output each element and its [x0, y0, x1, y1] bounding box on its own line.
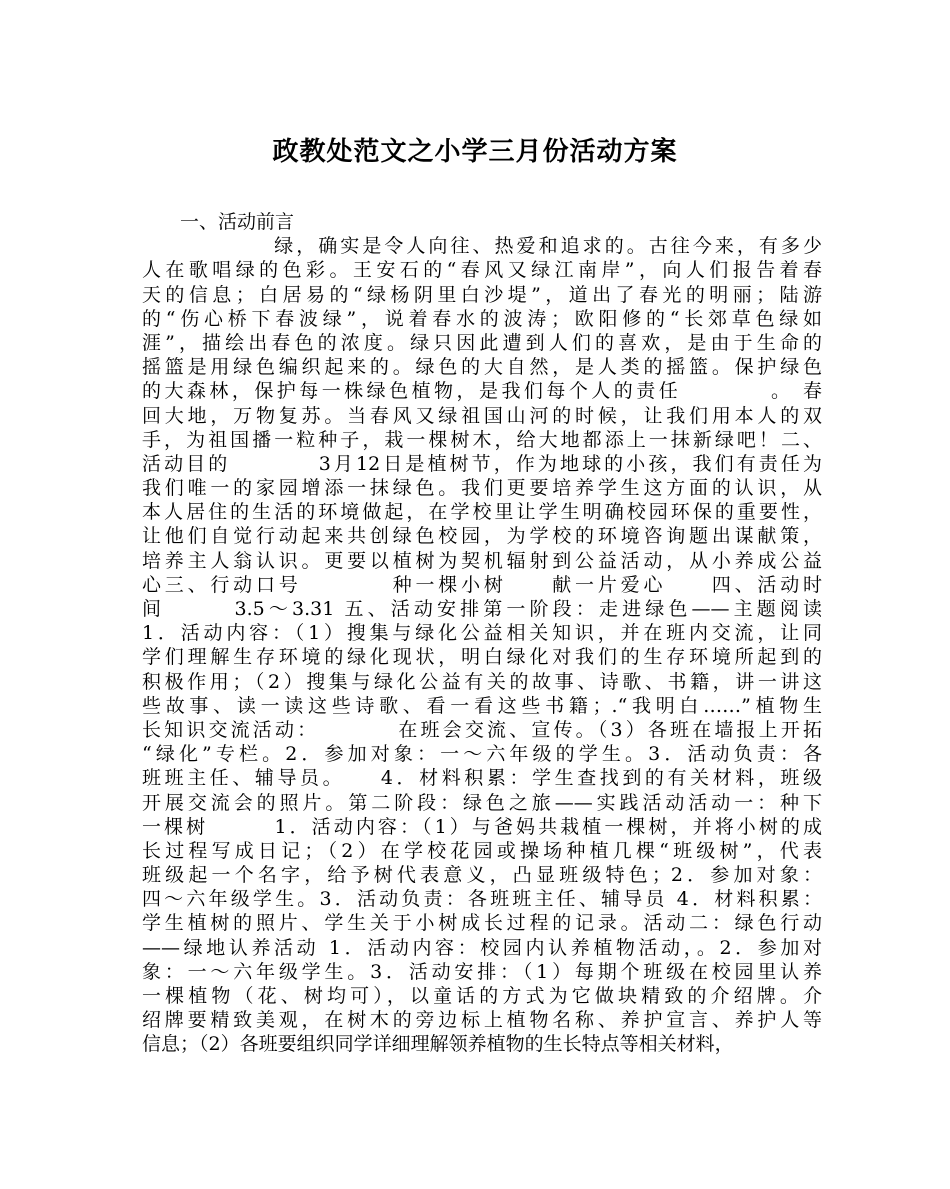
document-body — [142, 210, 822, 1057]
body-text-line: 信息；（2）各班要组织同学详细理解领养植物的生长特点等相关材料， — [142, 1033, 734, 1056]
body-text-line: 学生植树的照片、学生关于小树成长过程的记录。活动二：绿色行动 — [142, 912, 822, 935]
body-text-line: 一棵植物（花、树均可），以童话的方式为它做块精致的介绍牌。介 — [142, 985, 822, 1007]
body-text-line: “绿化”专栏。2．参加对象：一～六年级的学生。3．活动负责：各 — [142, 743, 822, 766]
body-text-line: 长知识交流活动： 在班会交流、宣传。（3）各班在墙报上开拓 — [142, 718, 822, 741]
body-text-line: 些故事、读一读这些诗歌、看一看这些书籍；.“我明白……”植物生 — [142, 694, 822, 717]
body-text-line: 本人居住的生活的环境做起，在学校里让学生明确校园环保的重要性， — [142, 501, 822, 524]
body-text-line: 人在歌唱绿的色彩。王安石的“春风又绿江南岸”，向人们报告着春 — [142, 259, 822, 282]
body-text-line: 积极作用；（2）搜集与绿化公益有关的故事、诗歌、书籍，讲一讲这 — [142, 670, 822, 693]
body-text-line: 让他们自觉行动起来共创绿色校园，为学校的环境咨询题出谋献策， — [142, 525, 822, 548]
body-text-line: 班级起一个名字，给予树代表意义，凸显班级特色；2．参加对象： — [142, 864, 822, 887]
body-text-line: 班班主任、辅导员。 4．材料积累：学生查找到的有关材料，班级 — [142, 767, 822, 790]
body-text-line: 活动目的 3月12日是植树节，作为地球的小孩，我们有责任为 — [142, 452, 822, 475]
body-text-line: 象：一～六年级学生。3．活动安排：（1）每期个班级在校园里认养 — [142, 960, 822, 983]
body-text-line: 心三、行动口号 种一棵小树 献一片爱心 四、活动时 — [142, 573, 822, 596]
body-text-line: 一棵树 1．活动内容：（1）与爸妈共栽植一棵树，并将小树的成 — [142, 815, 822, 838]
body-text-line: 回大地，万物复苏。当春风又绿祖国山河的时候，让我们用本人的双 — [142, 404, 822, 427]
body-text-line: 长过程写成日记；（2）在学校花园或操场种植几棵“班级树”，代表 — [142, 839, 822, 862]
body-text-line: 绿，确实是令人向往、热爱和追求的。古往今来，有多少 — [142, 235, 822, 258]
body-text-line: 摇篮是用绿色编织起来的。绿色的大自然，是人类的摇篮。保护绿色 — [142, 356, 822, 379]
body-text-line: 四～六年级学生。3．活动负责：各班班主任、辅导员 4．材料积累： — [142, 888, 822, 911]
body-text-line: 的大森林，保护每一株绿色植物，是我们每个人的责任 。 春 — [142, 380, 822, 403]
body-text-line: ——绿地认养活动 1．活动内容：校园内认养植物活动，。2．参加对 — [142, 936, 822, 959]
document-title: 政教处范文之小学三月份活动方案 — [272, 137, 678, 167]
body-text-line: 涯”，描绘出春色的浓度。绿只因此遭到人们的喜欢，是由于生命的 — [142, 331, 822, 354]
body-text-line: 1．活动内容：（1）搜集与绿化公益相关知识，并在班内交流，让同 — [142, 622, 822, 645]
body-text-line: 学们理解生存环境的绿化现状，明白绿化对我们的生存环境所起到的 — [142, 646, 822, 669]
body-text-line: 天的信息；白居易的“绿杨阴里白沙堤”，道出了春光的明丽；陆游 — [142, 283, 822, 306]
body-text-line: 培养主人翁认识。更要以植树为契机辐射到公益活动，从小养成公益 — [142, 549, 822, 572]
body-text-line: 手，为祖国播一粒种子，栽一棵树木，给大地都添上一抹新绿吧！二、 — [142, 428, 822, 451]
body-text-line: 的“伤心桥下春波绿”，说着春水的波涛；欧阳修的“长郊草色绿如 — [142, 307, 822, 330]
body-text-line: 开展交流会的照片。第二阶段：绿色之旅——实践活动活动一：种下 — [142, 791, 822, 814]
section-heading-line: 一、活动前言 — [180, 211, 295, 233]
body-text-line: 间 3.5～3.31 五、活动安排第一阶段：走进绿色——主题阅读 — [142, 598, 822, 620]
body-text-line: 我们唯一的家园增添一抹绿色。我们更要培养学生这方面的认识，从 — [142, 477, 822, 500]
body-text-line: 绍牌要精致美观，在树木的旁边标上植物名称、养护宣言、养护人等 — [142, 1009, 822, 1032]
